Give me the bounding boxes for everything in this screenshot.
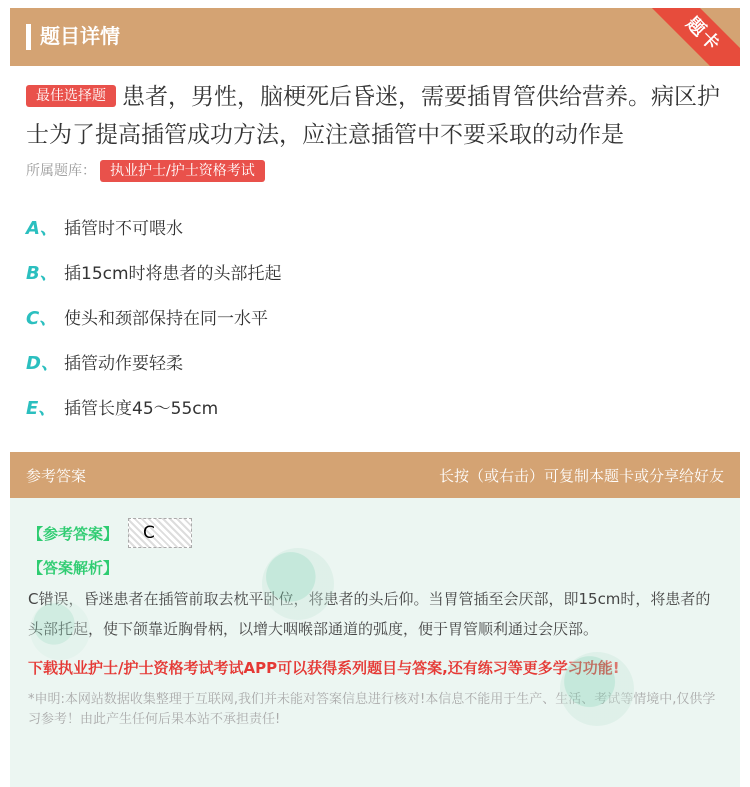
option-text: 插15cm时将患者的头部托起 xyxy=(64,264,282,284)
bank-label: 所属题库： xyxy=(26,163,96,179)
app-download-promo-link[interactable]: 下载执业护士/护士资格考试考试APP可以获得系列题目与答案,还有练习等更多学习功能! xyxy=(28,659,620,677)
option-letter: E、 xyxy=(26,397,57,419)
option-b[interactable] xyxy=(26,249,726,294)
header-accent-bar xyxy=(26,24,31,50)
option-a[interactable] xyxy=(26,204,726,249)
disclaimer-text: *申明:本网站数据收集整理于互联网,我们并未能对答案信息进行核对!本信息不能用于生产、生活、考试等情境中,仅供学习参考！由此产生任何后果本站不承担责任! xyxy=(28,692,716,727)
corner-ribbon-badge: 题卡 xyxy=(638,8,740,66)
copy-share-hint[interactable]: 长按（或右击）可复制本题卡或分享给好友 xyxy=(438,466,724,485)
page-title: 题目详情 xyxy=(40,24,120,48)
question-stem xyxy=(26,78,726,154)
option-e[interactable] xyxy=(26,384,726,429)
option-letter: A、 xyxy=(26,217,58,239)
answer-header-title: 参考答案 xyxy=(26,466,87,485)
reference-answer-row xyxy=(28,516,722,550)
reference-answer-label: 【参考答案】 xyxy=(28,524,119,543)
answer-panel xyxy=(10,452,740,787)
analysis-label: 【答案解析】 xyxy=(28,559,119,577)
option-text: 插管时不可喂水 xyxy=(64,219,183,239)
options-list xyxy=(26,204,726,429)
answer-body xyxy=(10,498,740,730)
bank-name-link[interactable]: 执业护士/护士资格考试 xyxy=(100,160,265,182)
question-text: 患者，男性，脑梗死后昏迷，需要插胃管供给营养。病区护士为了提高插管成功方法，应注意插管中不要采取的动作是 xyxy=(26,84,720,148)
question-type-badge: 最佳选择题 xyxy=(26,85,116,107)
option-text: 插管动作要轻柔 xyxy=(64,354,183,374)
question-bank-row xyxy=(26,160,265,182)
option-c[interactable] xyxy=(26,294,726,339)
page-header xyxy=(10,8,740,66)
option-letter: C、 xyxy=(26,307,58,329)
option-letter: B、 xyxy=(26,262,58,284)
answer-header xyxy=(10,452,740,498)
option-text: 插管长度45～55cm xyxy=(64,399,219,419)
reference-answer-value: C xyxy=(128,518,192,548)
analysis-text: C错误，昏迷患者在插管前取去枕平卧位，将患者的头后仰。当胃管插至会厌部，即15cm时，将患者的头部托起，使下颌靠近胸骨柄，以增大咽喉部通道的弧度，便于胃管顺利通过会厌部。 xyxy=(28,590,711,638)
option-letter: D、 xyxy=(26,352,59,374)
option-d[interactable] xyxy=(26,339,726,384)
option-text: 使头和颈部保持在同一水平 xyxy=(64,309,268,329)
